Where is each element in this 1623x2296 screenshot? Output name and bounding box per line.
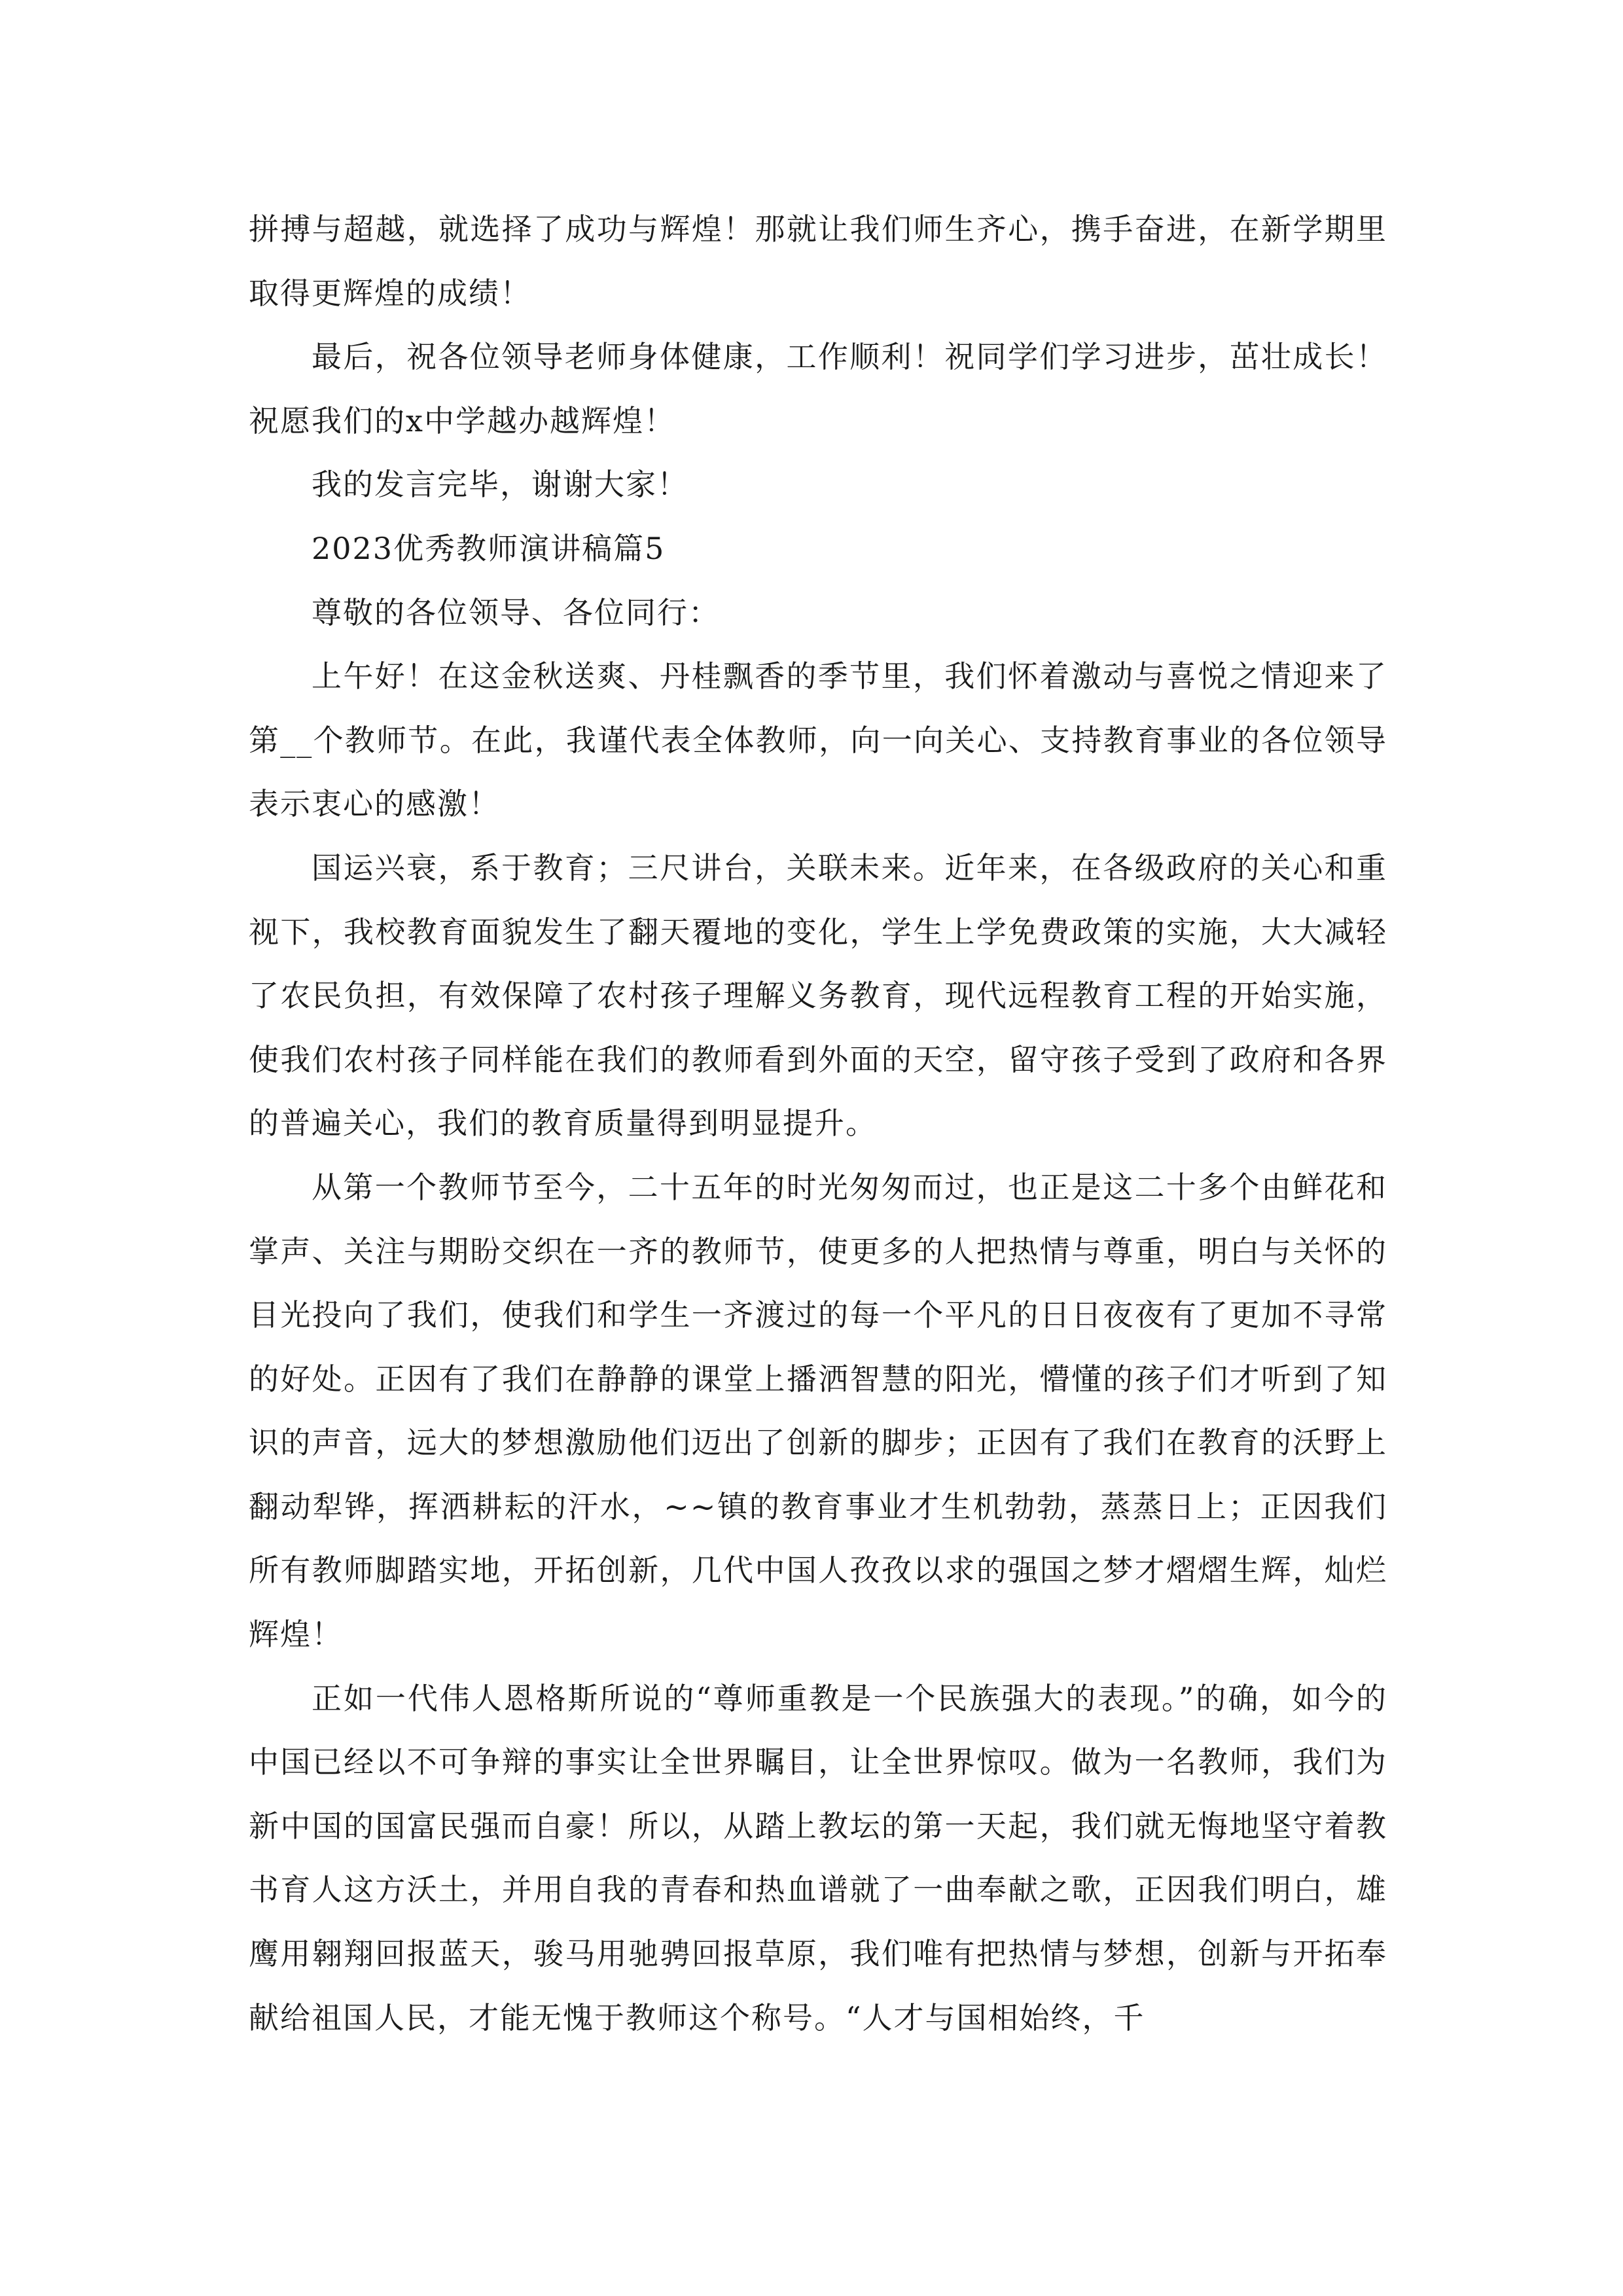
document-body xyxy=(249,198,1387,2050)
paragraph-teachers-day: 从第一个教师节至今，二十五年的时光匆匆而过，也正是这二十多个由鲜花和掌声、关注与期盼交织在一齐的教师节，使更多的人把热情与尊重，明白与关怀的目光投向了我们，使我们和学生一齐渡过的每一个平凡的日日夜夜有了更加不寻常的好处。正因有了我们在静静的课堂上播洒智慧的阳光，懵懂的孩子们才听到了知识的声音，远大的梦想激励他们迈出了创新的脚步；正因有了我们在教育的沃野上翻动犁铧，挥洒耕耘的汗水，~~镇的教育事业才生机勃勃，蒸蒸日上；正因我们所有教师脚踏实地，开拓创新，几代中国人孜孜以求的强国之梦才熠熠生辉，灿烂辉煌！ xyxy=(249,1169,1387,1653)
paragraph-education-progress: 国运兴衰，系于教育；三尺讲台，关联未来。近年来，在各级政府的关心和重视下，我校教育面貌发生了翻天覆地的变化，学生上学免费政策的实施，大大减轻了农民负担，有效保障了农村孩子理解义务教育，现代远程教育工程的开始实施，使我们农村孩子同样能在我们的教师看到外面的天空，留守孩子受到了政府和各界的普遍关心，我们的教育质量得到明显提升。 xyxy=(249,850,1387,1141)
paragraph-end-of-speech: 我的发言完毕，谢谢大家！ xyxy=(312,467,688,503)
paragraph-greeting: 上午好！在这金秋送爽、丹桂飘香的季节里，我们怀着激动与喜悦之情迎来了第__个教师节。在此，我谨代表全体教师，向一向关心、支持教育事业的各位领导表示衷心的感激！ xyxy=(249,658,1387,822)
paragraph-engels-quote: 正如一代伟人恩格斯所说的“尊师重教是一个民族强大的表现。”的确，如今的中国已经以不可争辩的事实让全世界瞩目，让全世界惊叹。做为一名教师，我们为新中国的国富民强而自豪！所以，从踏上教坛的第一天起，我们就无悔地坚守着教书育人这方沃土，并用自我的青春和热血谱就了一曲奉献之歌，正因我们明白，雄鹰用翱翔回报蓝天，骏马用驰骋回报草原，我们唯有把热情与梦想，创新与开拓奉献给祖国人民，才能无愧于教师这个称号。“人才与国相始终，千 xyxy=(249,1680,1387,2036)
paragraph-salutation: 尊敬的各位领导、各位同行： xyxy=(312,594,720,630)
section-heading: 2023优秀教师演讲稿篇5 xyxy=(312,530,666,566)
paragraph-continuation: 拼搏与超越，就选择了成功与辉煌！那就让我们师生齐心，携手奋进，在新学期里取得更辉煌的成绩！ xyxy=(249,211,1387,311)
paragraph-closing-wishes: 最后，祝各位领导老师身体健康，工作顺利！祝同学们学习进步，茁壮成长！祝愿我们的x中学越办越辉煌！ xyxy=(249,339,1387,439)
